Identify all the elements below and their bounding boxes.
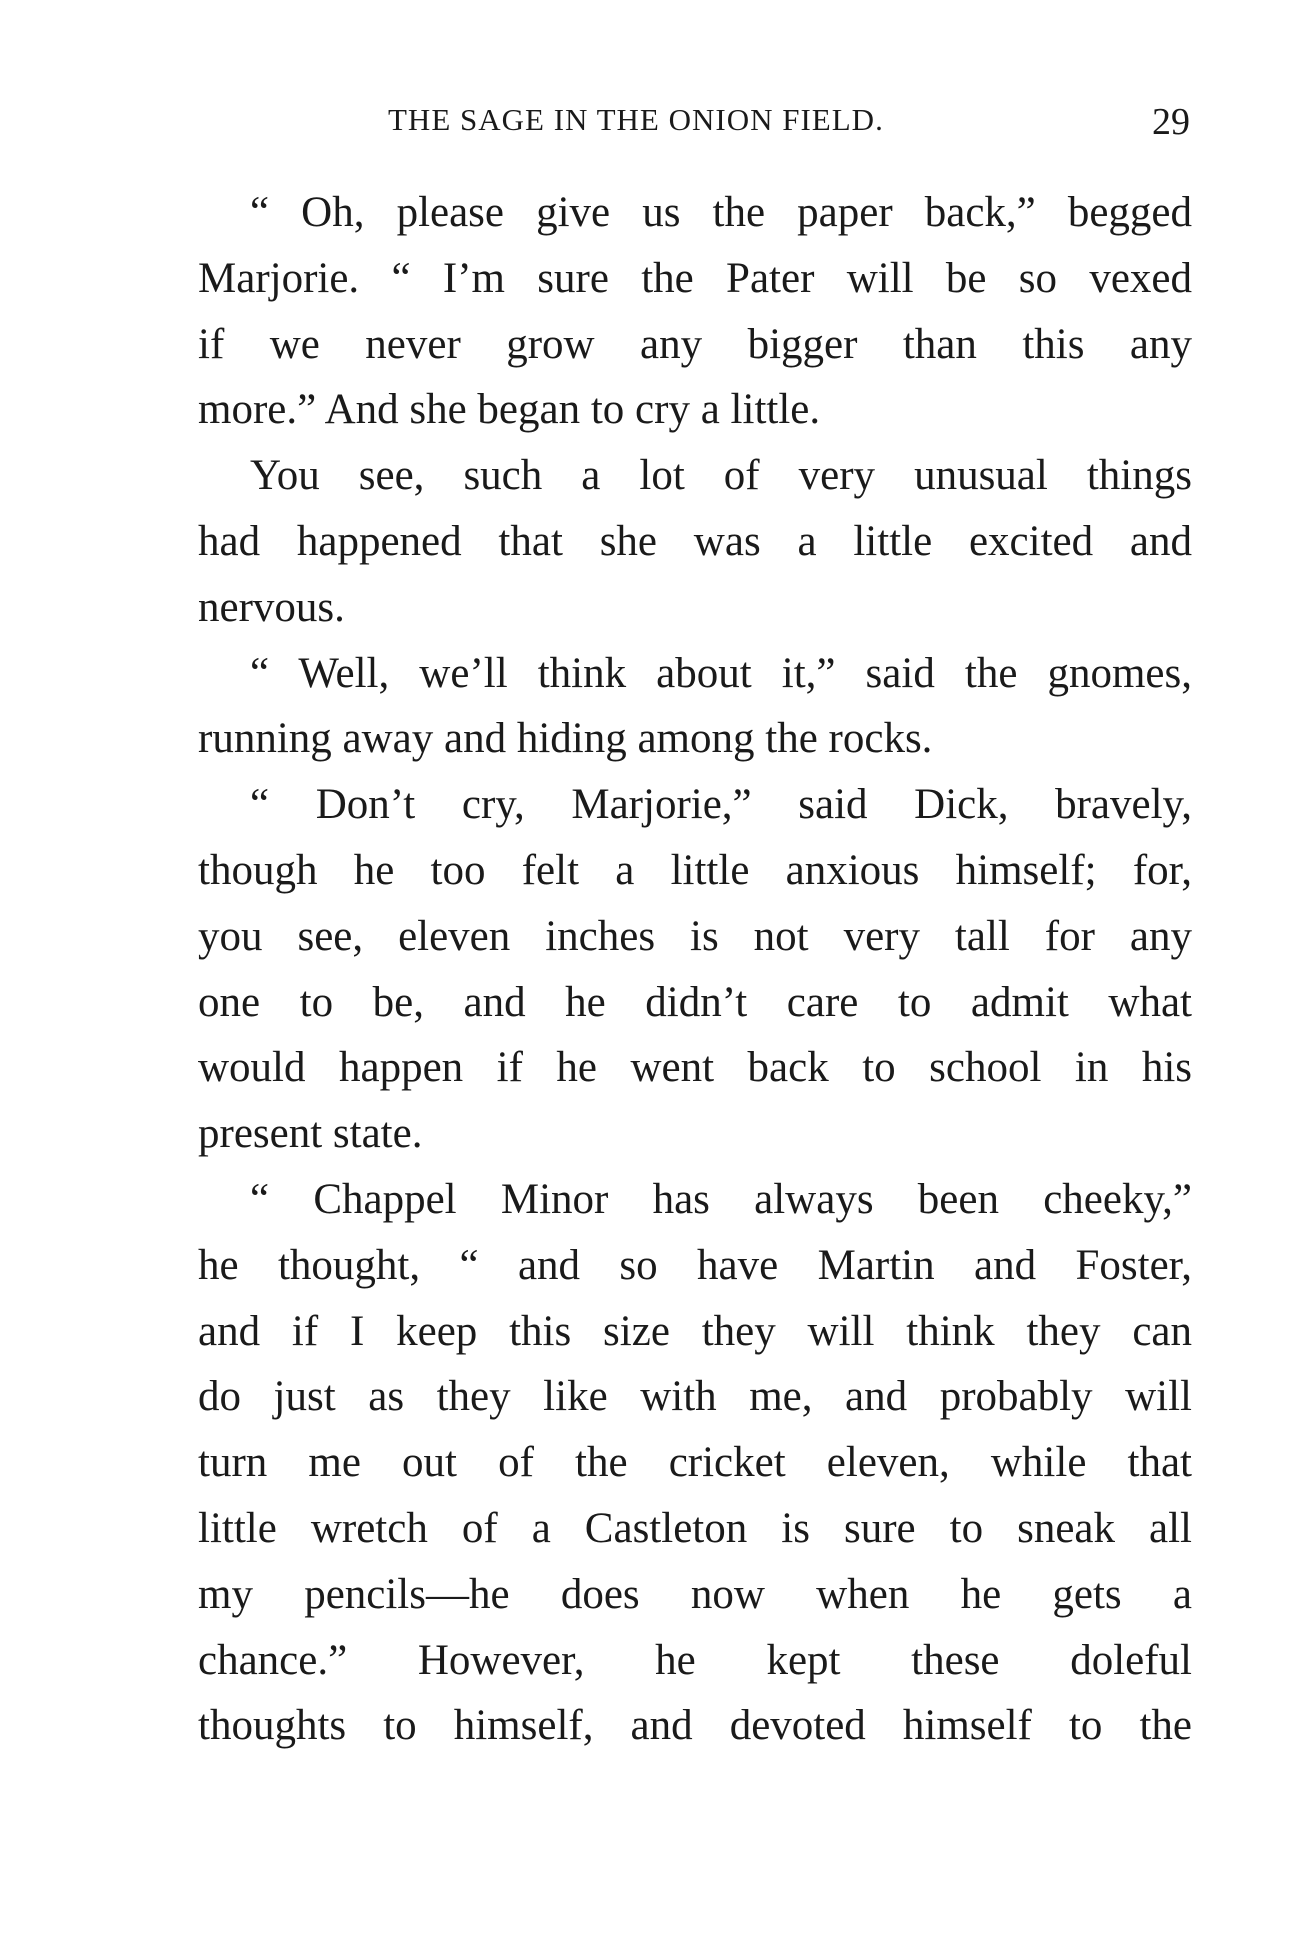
running-title: THE SAGE IN THE ONION FIELD.	[388, 102, 884, 137]
text-line: nervous.	[198, 583, 345, 631]
text-line: one to be, and he didn’t care to admit what	[198, 978, 1192, 1026]
text-line: and if I keep this size they will think they can	[198, 1307, 1192, 1355]
text-line: “ Oh, please give us the paper back,” begged	[250, 189, 1192, 236]
page-number: 29	[1152, 101, 1190, 143]
text-line: my pencils—he does now when he gets a	[198, 1570, 1192, 1618]
text-line: “ Don’t cry, Marjorie,” said Dick, bravely,	[250, 781, 1192, 829]
text-line: would happen if he went back to school in his	[198, 1044, 1192, 1092]
text-line: “ Chappel Minor has always been cheeky,”	[250, 1175, 1192, 1223]
text-line: turn me out of the cricket eleven, while that	[198, 1439, 1192, 1487]
text-line: more.” And she began to cry a little.	[198, 386, 821, 434]
text-line: Marjorie. “ I’m sure the Pater will be so vexed	[198, 254, 1192, 302]
text-line: you see, eleven inches is not very tall for any	[198, 912, 1192, 960]
text-line: running away and hiding among the rocks.	[198, 715, 933, 763]
page-header	[200, 102, 1190, 146]
body-text	[198, 180, 1192, 1759]
text-line: do just as they like with me, and probably will	[198, 1373, 1192, 1421]
text-line: thoughts to himself, and devoted himself to the	[198, 1702, 1192, 1750]
text-line: if we never grow any bigger than this any	[198, 320, 1192, 368]
text-line: little wretch of a Castleton is sure to sneak all	[198, 1504, 1192, 1552]
text-line: though he too felt a little anxious himself; for,	[198, 846, 1192, 894]
text-line: You see, such a lot of very unusual things	[250, 452, 1192, 500]
text-line: he thought, “ and so have Martin and Foster,	[198, 1241, 1192, 1289]
text-line: present state.	[198, 1110, 423, 1158]
text-line: chance.” However, he kept these doleful	[198, 1636, 1192, 1684]
text-line: had happened that she was a little excited and	[198, 517, 1192, 565]
text-line: “ Well, we’ll think about it,” said the gnomes,	[250, 649, 1192, 697]
